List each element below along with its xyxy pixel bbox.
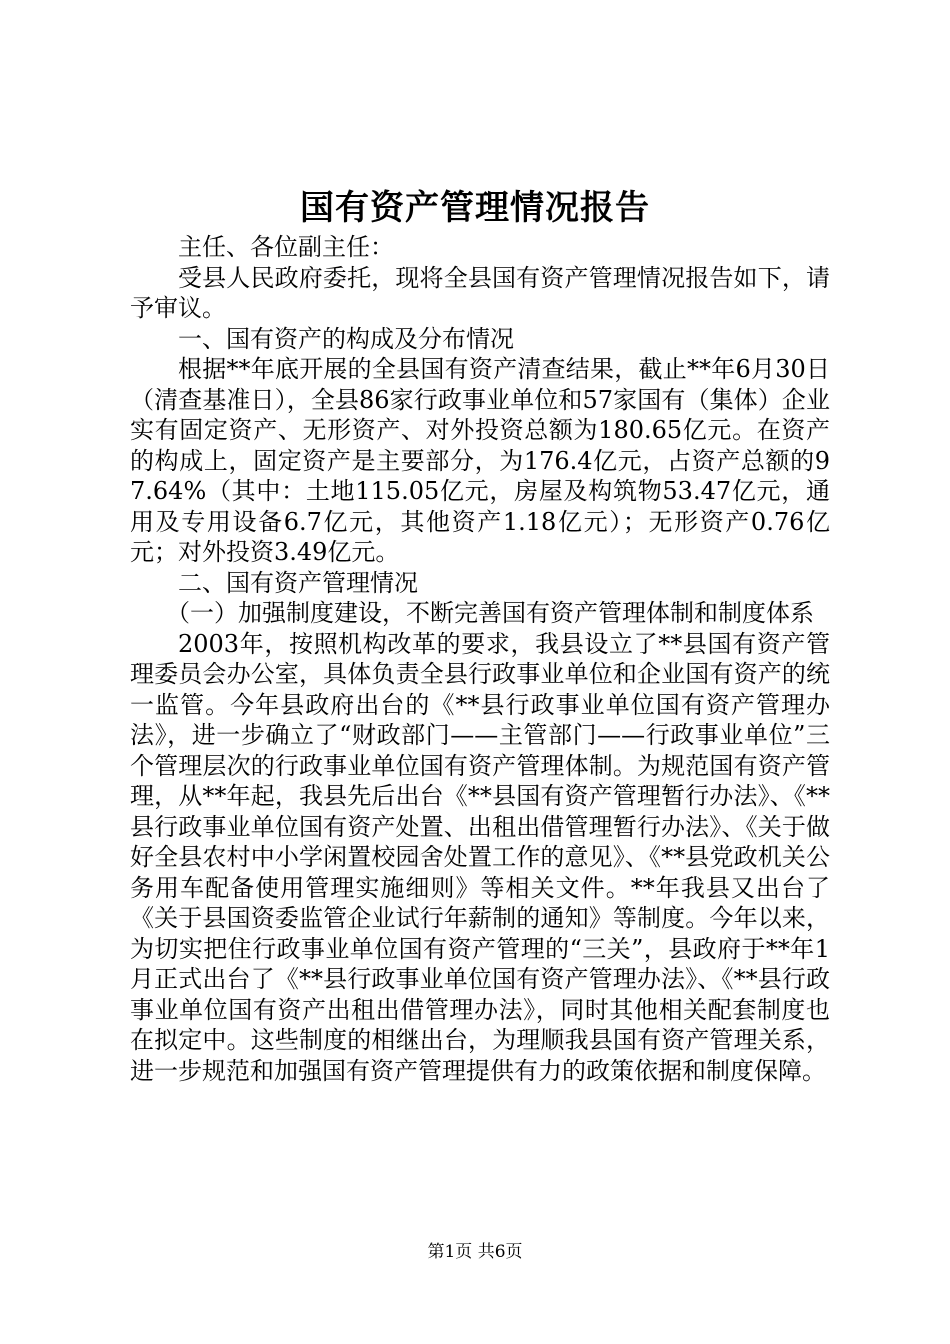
section-heading-1: 一、国有资产的构成及分布情况	[178, 324, 514, 353]
subsection-heading-1: （一）加强制度建设，不断完善国有资产管理体制和制度体系	[166, 599, 814, 627]
intro-paragraph: 受县人民政府委托，现将全县国有资产管理情况报告如下，请予审议。	[130, 263, 830, 322]
section-heading-2: 二、国有资产管理情况	[178, 568, 418, 597]
document-body	[130, 232, 830, 1086]
salutation: 主任、各位副主任：	[178, 233, 394, 261]
body-paragraph-1: 根据**年底开展的全县国有资产清查结果，截止**年6月30日（清查基准日），全县86家行政事业单位和57家国有（集体）企业实有固定资产、无形资产、对外投资总额为180.65亿元。在资产的构成上，固定资产是主要部分，为176.4亿元，占资产总额的97.64%（其中：土地115.05亿元，房屋及构筑物53.47亿元，通用及专用设备6.7亿元，其他资产1.18亿元）；无形资产0.76亿元；对外投资3.49亿元。	[130, 355, 830, 566]
document-title: 国有资产管理情况报告	[300, 188, 650, 228]
body-paragraph-2: 2003年，按照机构改革的要求，我县设立了**县国有资产管理委员会办公室，具体负责全县行政事业单位和企业国有资产的统一监管。今年县政府出台的《**县行政事业单位国有资产管理办法》，进一步确立了“财政部门——主管部门——行政事业单位”三个管理层次的行政事业单位国有资产管理体制。为规范国有资产管理，从**年起，我县先后出台《**县国有资产管理暂行办法》、《**县行政事业单位国有资产处置、出租出借管理暂行办法》、《关于做好全县农村中小学闲置校园舍处置工作的意见》、《**县党政机关公务用车配备使用管理实施细则》等相关文件。**年我县又出台了《关于县国资委监管企业试行年薪制的通知》等制度。今年以来，为切实把住行政事业单位国有资产管理的“三关”，县政府于**年1月正式出台了《**县行政事业单位国有资产管理办法》、《**县行政事业单位国有资产出租出借管理办法》，同时其他相关配套制度也在拟定中。这些制度的相继出台，为理顺我县国有资产管理关系，进一步规范和加强国有资产管理提供有力的政策依据和制度保障。	[130, 629, 830, 1085]
page-number: 第1页 共6页	[427, 1242, 523, 1262]
